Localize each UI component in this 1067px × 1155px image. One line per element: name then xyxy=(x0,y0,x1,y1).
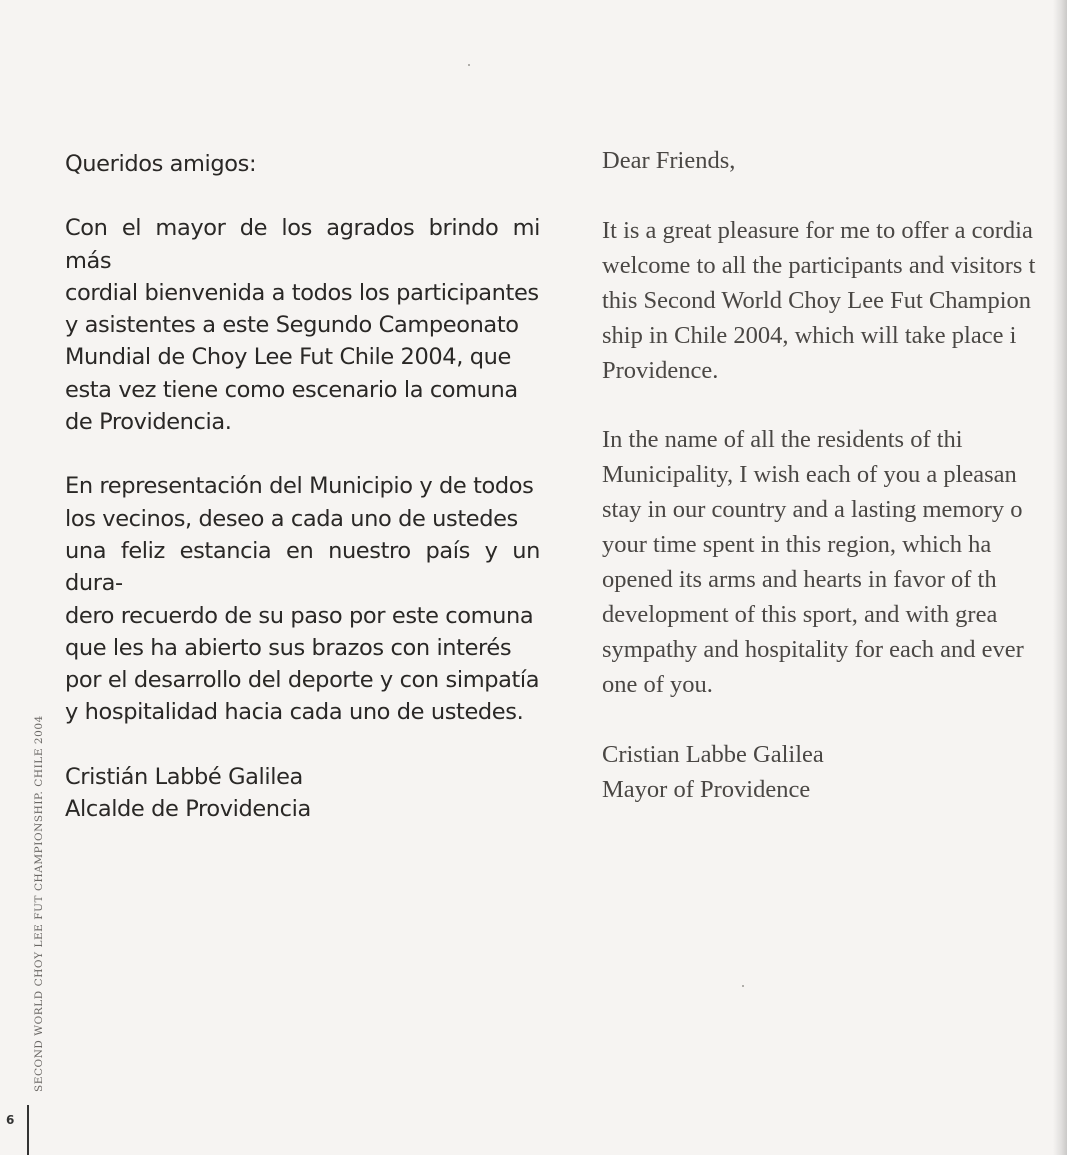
binding-shadow xyxy=(1053,0,1067,1155)
text-line: Mundial de Choy Lee Fut Chile 2004, que xyxy=(65,344,511,371)
text-line: los vecinos, deseo a cada uno de ustedes xyxy=(65,505,518,532)
signature-name: Cristián Labbé Galilea xyxy=(65,763,303,790)
text-line: una feliz estancia en nuestro país y un dura- xyxy=(65,537,540,597)
text-line: Municipality, I wish each of you a pleasan xyxy=(602,461,1017,489)
text-line: esta vez tiene como escenario la comuna xyxy=(65,376,518,403)
spanish-letter xyxy=(65,148,540,825)
text-line: In the name of all the residents of thi xyxy=(602,426,963,454)
text-line: de Providencia. xyxy=(65,409,232,436)
signature-title: Mayor of Providence xyxy=(602,775,811,803)
paper-speck xyxy=(468,64,470,66)
spanish-paragraph-wishes xyxy=(65,470,540,728)
spanish-salutation: Queridos amigos: xyxy=(65,151,257,177)
signature-title: Alcalde de Providencia xyxy=(65,796,311,823)
running-head: SECOND WORLD CHOY LEE FUT CHAMPIONSHIP. CHILE 2004 xyxy=(33,715,45,1092)
text-line: sympathy and hospitality for each and ever xyxy=(602,635,1024,663)
text-line: your time spent in this region, which ha xyxy=(602,531,992,559)
text-line: y asistentes a este Segundo Campeonato xyxy=(65,312,519,339)
page-number-rule xyxy=(27,1105,29,1155)
text-line: opened its arms and hearts in favor of th xyxy=(602,566,997,594)
text-line: It is a great pleasure for me to offer a cordia xyxy=(602,216,1033,244)
spanish-signature xyxy=(65,761,540,826)
page-number: 6 xyxy=(6,1113,15,1127)
text-line: one of you. xyxy=(602,670,713,698)
text-line: cordial bienvenida a todos los participantes xyxy=(65,279,539,306)
text-line: this Second World Choy Lee Fut Champion xyxy=(602,286,1032,314)
text-line: por el desarrollo del deporte y con simpatía xyxy=(65,667,540,694)
spanish-paragraph-welcome xyxy=(65,212,540,438)
english-paragraph-wishes xyxy=(602,423,1067,702)
text-line: welcome to all the participants and visitors t xyxy=(602,251,1036,279)
text-line: que les ha abierto sus brazos con interés xyxy=(65,634,512,661)
english-signature xyxy=(602,738,1067,808)
text-line: stay in our country and a lasting memory o xyxy=(602,496,1023,524)
text-line: dero recuerdo de su paso por este comuna xyxy=(65,602,534,629)
text-line: En representación del Municipio y de todos xyxy=(65,473,534,500)
signature-name: Cristian Labbe Galilea xyxy=(602,740,824,768)
paper-speck xyxy=(742,985,744,987)
text-line: ship in Chile 2004, which will take place i xyxy=(602,321,1017,349)
english-paragraph-welcome xyxy=(602,214,1067,389)
text-line: y hospitalidad hacia cada uno de ustedes. xyxy=(65,699,524,726)
english-salutation: Dear Friends, xyxy=(602,147,736,174)
text-line: Providence. xyxy=(602,356,719,384)
english-letter xyxy=(602,144,1067,808)
text-line: development of this sport, and with grea xyxy=(602,600,998,628)
text-line: Con el mayor de los agrados brindo mi más xyxy=(65,215,540,274)
